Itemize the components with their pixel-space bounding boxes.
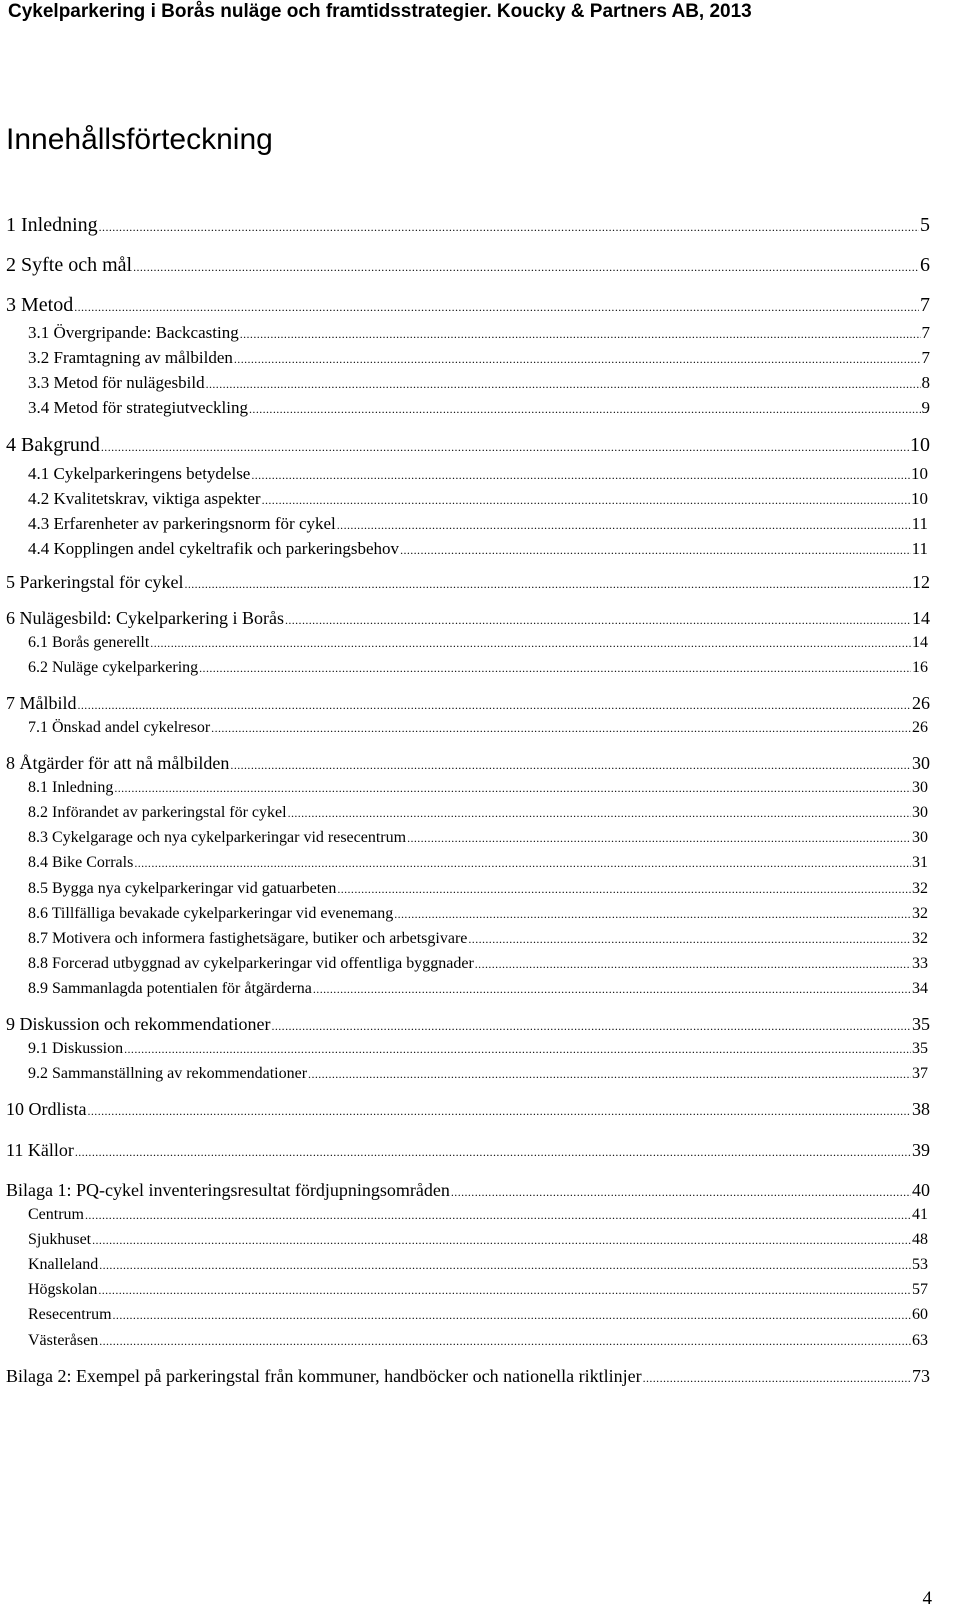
dot-leader [75,1140,911,1164]
toc-entry[interactable] [6,1138,930,1164]
dot-leader [240,323,921,346]
toc-entry[interactable] [28,777,928,799]
toc-entry-page: 57 [912,1281,928,1298]
toc-entry-label: Bilaga 1: PQ-cykel inventeringsresultat fördjupningsområden [6,1180,450,1200]
dot-leader [475,953,911,975]
toc-entry[interactable] [6,292,930,320]
page-number: 4 [922,1588,932,1609]
toc-entry[interactable] [28,1254,928,1276]
toc-entry[interactable] [28,512,928,537]
toc-entry-label: 8.3 Cykelgarage och nya cykelparkeringar vid resecentrum [28,829,407,846]
toc-entry-label: 9 Diskussion och rekommendationer [6,1014,271,1034]
dot-leader [78,693,912,717]
dot-leader [199,657,911,679]
toc-entry-page: 7 [921,323,930,342]
toc-entry-page: 32 [912,880,928,897]
dot-leader [262,489,910,512]
dot-leader [99,1330,911,1352]
dot-leader [285,608,911,632]
toc-entry-page: 5 [920,214,930,236]
dot-leader [184,572,911,596]
toc-entry[interactable] [28,462,928,487]
dot-leader [101,434,909,460]
dot-leader [271,1014,911,1038]
toc-entry-label: Sjukhuset [28,1231,92,1248]
toc-entry-page: 31 [912,854,928,871]
toc-entry[interactable] [28,1279,928,1301]
toc-entry-page: 12 [912,572,930,592]
toc-entry-page: 14 [912,634,928,651]
toc-entry-page: 7 [921,348,930,367]
toc-entry[interactable] [28,978,928,1000]
toc-entry-label: 4.2 Kvalitetskrav, viktiga aspekter [28,489,261,508]
toc-entry-label: 10 Ordlista [6,1099,87,1119]
dot-leader [124,1038,911,1060]
dot-leader [407,827,911,849]
toc-entry-label: 9.1 Diskussion [28,1040,124,1057]
toc-entry-page: 6 [920,254,930,276]
dot-leader [400,539,911,562]
dot-leader [308,1063,911,1085]
toc-entry-label: 5 Parkeringstal för cykel [6,572,184,592]
toc-entry-label: 8 Åtgärder för att nå målbilden [6,753,230,773]
toc-entry[interactable] [28,1204,928,1226]
toc-entry-page: 10 [911,464,928,483]
toc-entry-page: 26 [912,719,928,736]
dot-leader [468,928,911,950]
toc-entry[interactable] [28,1304,928,1326]
dot-leader [114,777,911,799]
toc-entry-page: 34 [912,980,928,997]
dot-leader [234,348,921,371]
dot-leader [643,1366,911,1390]
dot-leader [133,254,919,280]
toc-entry-page: 32 [912,930,928,947]
dot-leader [99,1254,911,1276]
toc-entry[interactable] [6,751,930,777]
toc-entry-page: 14 [912,608,930,628]
toc-entry-label: Centrum [28,1206,84,1223]
dot-leader [394,903,911,925]
dot-leader [451,1180,911,1204]
toc-entry[interactable] [28,371,930,396]
toc-entry[interactable] [28,537,928,562]
toc-entry-page: 39 [912,1140,930,1160]
toc-entry[interactable] [28,827,928,849]
toc-entry-page: 35 [912,1014,930,1034]
toc-entry-label: 9.2 Sammanställning av rekommendationer [28,1065,308,1082]
toc-entry-label: Västeråsen [28,1332,99,1349]
dot-leader [288,802,911,824]
dot-leader [88,1099,912,1123]
toc-entry-page: 63 [912,1332,928,1349]
toc-entry-label: 8.6 Tillfälliga bevakade cykelparkeringar vid evenemang [28,905,394,922]
toc-entry-page: 37 [912,1065,928,1082]
toc-entry[interactable] [28,903,928,925]
toc-entry-page: 9 [921,398,930,417]
toc-entry-label: 8.5 Bygga nya cykelparkeringar vid gatuarbeten [28,880,337,897]
toc-entry-label: 3.2 Framtagning av målbilden [28,348,233,367]
toc-entry-label: Högskolan [28,1281,98,1298]
toc-entry-page: 33 [912,955,928,972]
toc-entry-label: 7.1 Önskad andel cykelresor [28,719,211,736]
toc-entry[interactable] [6,1012,930,1038]
toc-entry-label: Bilaga 2: Exempel på parkeringstal från kommuner, handböcker och nationella riktlinjer [6,1366,642,1386]
toc-entry-label: 4.3 Erfarenheter av parkeringsnorm för cykel [28,514,336,533]
toc-entry-label: 8.8 Forcerad utbyggnad av cykelparkeringar vid offentliga byggnader [28,955,474,972]
toc-entry[interactable] [28,1063,928,1085]
toc-entry-page: 38 [912,1099,930,1119]
running-header: Cykelparkering i Borås nuläge och framtidsstrategier. Koucky & Partners AB, 2013 [8,1,752,22]
toc-entry-label: 4 Bakgrund [6,434,100,456]
toc-entry[interactable] [28,321,930,346]
toc-entry[interactable] [28,632,928,654]
toc-entry[interactable] [28,657,928,679]
toc-entry-page: 16 [912,659,928,676]
toc-entry[interactable] [28,1038,928,1060]
dot-leader [98,1279,911,1301]
toc-entry[interactable] [6,212,930,240]
toc-entry-page: 8 [921,373,930,392]
toc-entry[interactable] [28,487,928,512]
dot-leader [150,632,911,654]
toc-entry-label: 7 Målbild [6,693,77,713]
dot-leader [249,398,920,421]
page-title: Innehållsförteckning [6,123,273,156]
dot-leader [337,878,911,900]
toc-entry-page: 11 [911,539,928,558]
toc-entry-page: 32 [912,905,928,922]
toc-entry-page: 10 [910,434,930,456]
toc-entry-page: 7 [920,294,930,316]
toc-entry-label: 6.2 Nuläge cykelparkering [28,659,199,676]
toc-entry[interactable] [6,570,930,596]
toc-entry-page: 11 [911,514,928,533]
toc-entry[interactable] [6,1097,930,1123]
toc-entry-label: 8.9 Sammanlagda potentialen för åtgärderna [28,980,312,997]
dot-leader [92,1229,911,1251]
toc-entry-page: 40 [912,1180,930,1200]
dot-leader [74,294,919,320]
toc-entry-label: Resecentrum [28,1306,112,1323]
toc-entry-label: 4.4 Kopplingen andel cykeltrafik och parkeringsbehov [28,539,400,558]
toc-entry[interactable] [6,1178,930,1204]
toc-entry-label: 2 Syfte och mål [6,254,133,276]
toc-entry-page: 41 [912,1206,928,1223]
dot-leader [99,214,919,240]
toc-entry-page: 30 [912,753,930,773]
toc-entry-page: 48 [912,1231,928,1248]
toc-entry-page: 53 [912,1256,928,1273]
toc-entry-page: 60 [912,1306,928,1323]
toc-entry[interactable] [28,852,928,874]
toc-entry-page: 26 [912,693,930,713]
toc-entry[interactable] [6,252,930,280]
toc-entry-page: 73 [912,1366,930,1386]
toc-entry-page: 10 [911,489,928,508]
dot-leader [251,464,910,487]
toc-entry-page: 35 [912,1040,928,1057]
dot-leader [113,1304,911,1326]
toc-entry[interactable] [28,346,930,371]
toc-entry-label: 11 Källor [6,1140,74,1160]
toc-entry[interactable] [28,1330,928,1352]
toc-entry-label: 3 Metod [6,294,74,316]
toc-entry[interactable] [6,1364,930,1390]
toc-entry-label: 3.3 Metod för nulägesbild [28,373,205,392]
dot-leader [211,717,911,739]
dot-leader [230,753,911,777]
toc-entry[interactable] [28,953,928,975]
toc-entry-label: 4.1 Cykelparkeringens betydelse [28,464,251,483]
toc-entry-label: 6 Nulägesbild: Cykelparkering i Borås [6,608,284,628]
toc-entry-label: 6.1 Borås generellt [28,634,150,651]
toc-entry-page: 30 [912,829,928,846]
toc-entry-label: Knalleland [28,1256,99,1273]
toc-entry[interactable] [28,717,928,739]
dot-leader [85,1204,911,1226]
toc-entry[interactable] [6,606,930,632]
toc-entry[interactable] [28,878,928,900]
toc-entry[interactable] [28,396,930,421]
toc-entry[interactable] [28,928,928,950]
toc-entry[interactable] [28,1229,928,1251]
toc-entry-label: 1 Inledning [6,214,98,236]
toc-entry-page: 30 [912,804,928,821]
toc-entry-label: 8.4 Bike Corrals [28,854,134,871]
toc-entry-label: 8.2 Införandet av parkeringstal för cykel [28,804,287,821]
dot-leader [337,514,911,537]
toc-entry[interactable] [28,802,928,824]
toc-entry[interactable] [6,691,930,717]
dot-leader [313,978,911,1000]
toc-entry[interactable] [6,432,930,460]
toc-entry-label: 3.4 Metod för strategiutveckling [28,398,249,417]
toc-entry-label: 8.7 Motivera och informera fastighetsägare, butiker och arbetsgivare [28,930,468,947]
toc-entry-label: 8.1 Inledning [28,779,114,796]
toc-entry-page: 30 [912,779,928,796]
toc-entry-label: 3.1 Övergripande: Backcasting [28,323,239,342]
dot-leader [134,852,911,874]
dot-leader [206,373,921,396]
